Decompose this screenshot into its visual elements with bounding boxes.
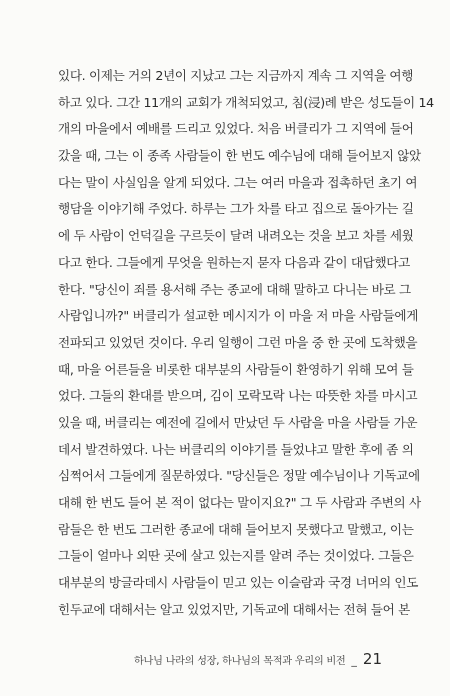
text-line: 한다. "당신이 죄를 용서해 주는 종교에 대해 말하고 다니는 바로 그 [58,281,411,297]
text-line: 다고 한다. 그들에게 무엇을 원하는지 묻자 다음과 같이 대답했다고 [58,254,410,270]
text-line: 행담을 이야기해 주었다. 하루는 그가 차를 타고 집으로 돌아가는 길 [58,201,414,217]
text-line: 개의 마을에서 예배를 드리고 있었다. 처음 버클리가 그 지역에 들어 [58,121,414,137]
text-line: 대해 한 번도 들어 본 적이 없다는 말이지요?" 그 두 사람과 주변의 사 [58,495,421,510]
text-line: 었다. 그들의 환대를 받으며, 김이 모락모락 나는 따뜻한 차를 마시고 [58,388,418,404]
text-line: 때, 마을 어른들을 비롯한 대부분의 사람들이 환영하기 위해 모여 들 [58,361,414,377]
footer-separator: _ [351,654,357,667]
text-line: 다는 말이 사실임을 알게 되었다. 그는 여러 마을과 접촉하던 초기 여 [58,174,418,190]
body-text [58,63,434,623]
text-line: 그들이 얼마나 외딴 곳에 살고 있는지를 알려 주는 것이었다. 그들은 [58,548,414,564]
text-line: 하고 있다. 그간 11개의 교회가 개척되었고, 침(浸)례 받은 성도들이 14 [58,94,434,110]
text-line: 데서 발견하였다. 나는 버클리의 이야기를 들었냐고 말한 후에 좀 의 [58,441,414,457]
text-line: 람들은 한 번도 그러한 종교에 대해 들어보지 못했다고 말했고, 이는 [58,521,414,537]
text-line: 대부분의 방글라데시 사람들이 믿고 있는 이슬람과 국경 너머의 인도 [58,575,419,591]
text-line: 에 두 사람이 언덕길을 구르듯이 달려 내려오는 것을 보고 차를 세웠 [58,228,414,244]
text-line: 갔을 때, 그는 이 종족 사람들이 한 번도 예수님에 대해 들어보지 않았 [58,148,421,164]
text-line: 심쩍어서 그들에게 질문하였다. "당신들은 정말 예수님이나 기독교에 [58,468,420,484]
text-line: 있을 때, 버클리는 예전에 길에서 만났던 두 사람을 마을 사람들 가운 [58,414,418,430]
page-number: 21 [362,650,382,668]
running-head: 하나님 나라의 성장, 하나님의 목적과 우리의 비전 [134,656,346,667]
text-line: 있다. 이제는 거의 2년이 지났고 그는 지금까지 계속 그 지역을 여행 [58,68,414,83]
text-line: 전파되고 있었던 것이다. 우리 일행이 그런 마을 중 한 곳에 도착했을 [58,334,418,350]
page-footer [134,650,382,668]
text-line: 힌두교에 대해서는 알고 있었지만, 기독교에 대해서는 전혀 들어 본 [58,601,410,617]
text-line: 사람입니까?" 버클리가 설교한 메시지가 이 마을 저 마을 사람들에게 [58,308,419,324]
